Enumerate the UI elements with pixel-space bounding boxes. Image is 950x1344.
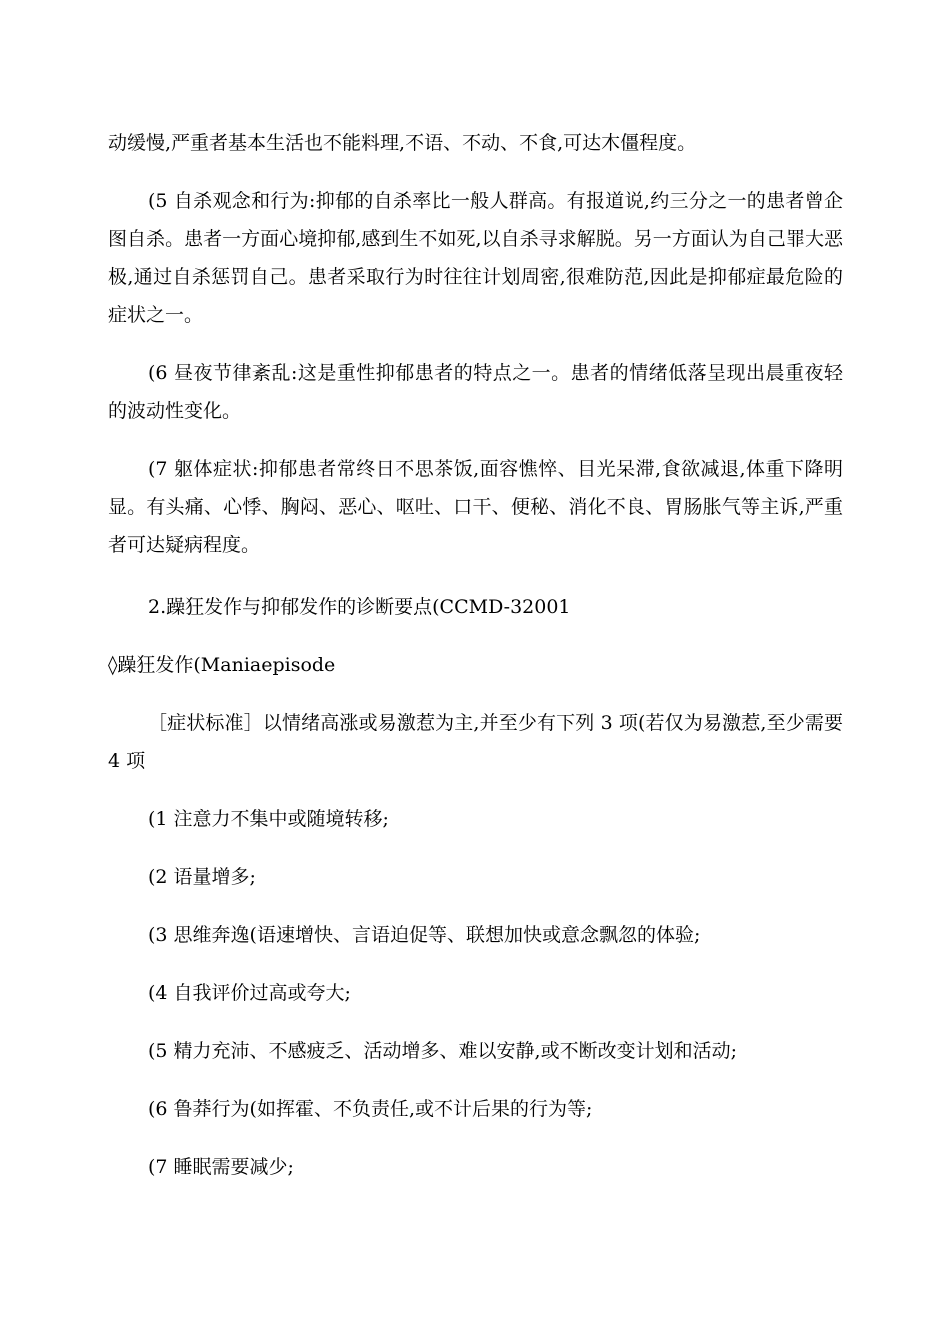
list-item-7: (7 睡眠需要减少; (148, 1156, 294, 1178)
paragraph-continuation: 动缓慢,严重者基本生活也不能料理,不语、不动、不食,可达木僵程度。 (108, 132, 697, 154)
paragraph-suicide: (5 自杀观念和行为:抑郁的自杀率比一般人群高。有报道说,约三分之一的患者曾企图自杀。患者一方面心境抑郁,感到生不如死,以自杀寻求解脱。另一方面认为自己罪大恶极,通过自杀惩罚自己。患者采取行为时往往计划周密,很难防范,因此是抑郁症最危险的症状之一。 (108, 190, 843, 326)
list-item-4: (4 自我评价过高或夸大; (148, 982, 351, 1004)
paragraph-symptom-criteria: ［症状标准］以情绪高涨或易激惹为主,并至少有下列 3 项(若仅为易激惹,至少需要 4 项 (108, 712, 843, 772)
list-item-1: (1 注意力不集中或随境转移; (148, 808, 389, 830)
list-item-3: (3 思维奔逸(语速增快、言语迫促等、联想加快或意念飘忽的体验; (148, 924, 701, 946)
list-item-2: (2 语量增多; (148, 866, 256, 888)
paragraph-circadian: (6 昼夜节律紊乱:这是重性抑郁患者的特点之一。患者的情绪低落呈现出晨重夜轻的波动性变化。 (108, 362, 843, 422)
list-item-6: (6 鲁莽行为(如挥霍、不负责任,或不计后果的行为等; (148, 1098, 593, 1120)
list-item-5: (5 精力充沛、不感疲乏、活动增多、难以安静,或不断改变计划和活动; (148, 1040, 737, 1062)
subheading-mania-episode: ◊躁狂发作(Maniaepisode (108, 654, 336, 676)
section-heading-diagnosis: 2.躁狂发作与抑郁发作的诊断要点(CCMD-32001 (148, 596, 571, 618)
paragraph-somatic: (7 躯体症状:抑郁患者常终日不思茶饭,面容憔悴、目光呆滞,食欲减退,体重下降明显。有头痛、心悸、胸闷、恶心、呕吐、口干、便秘、消化不良、胃肠胀气等主诉,严重者可达疑病程度。 (108, 458, 843, 556)
